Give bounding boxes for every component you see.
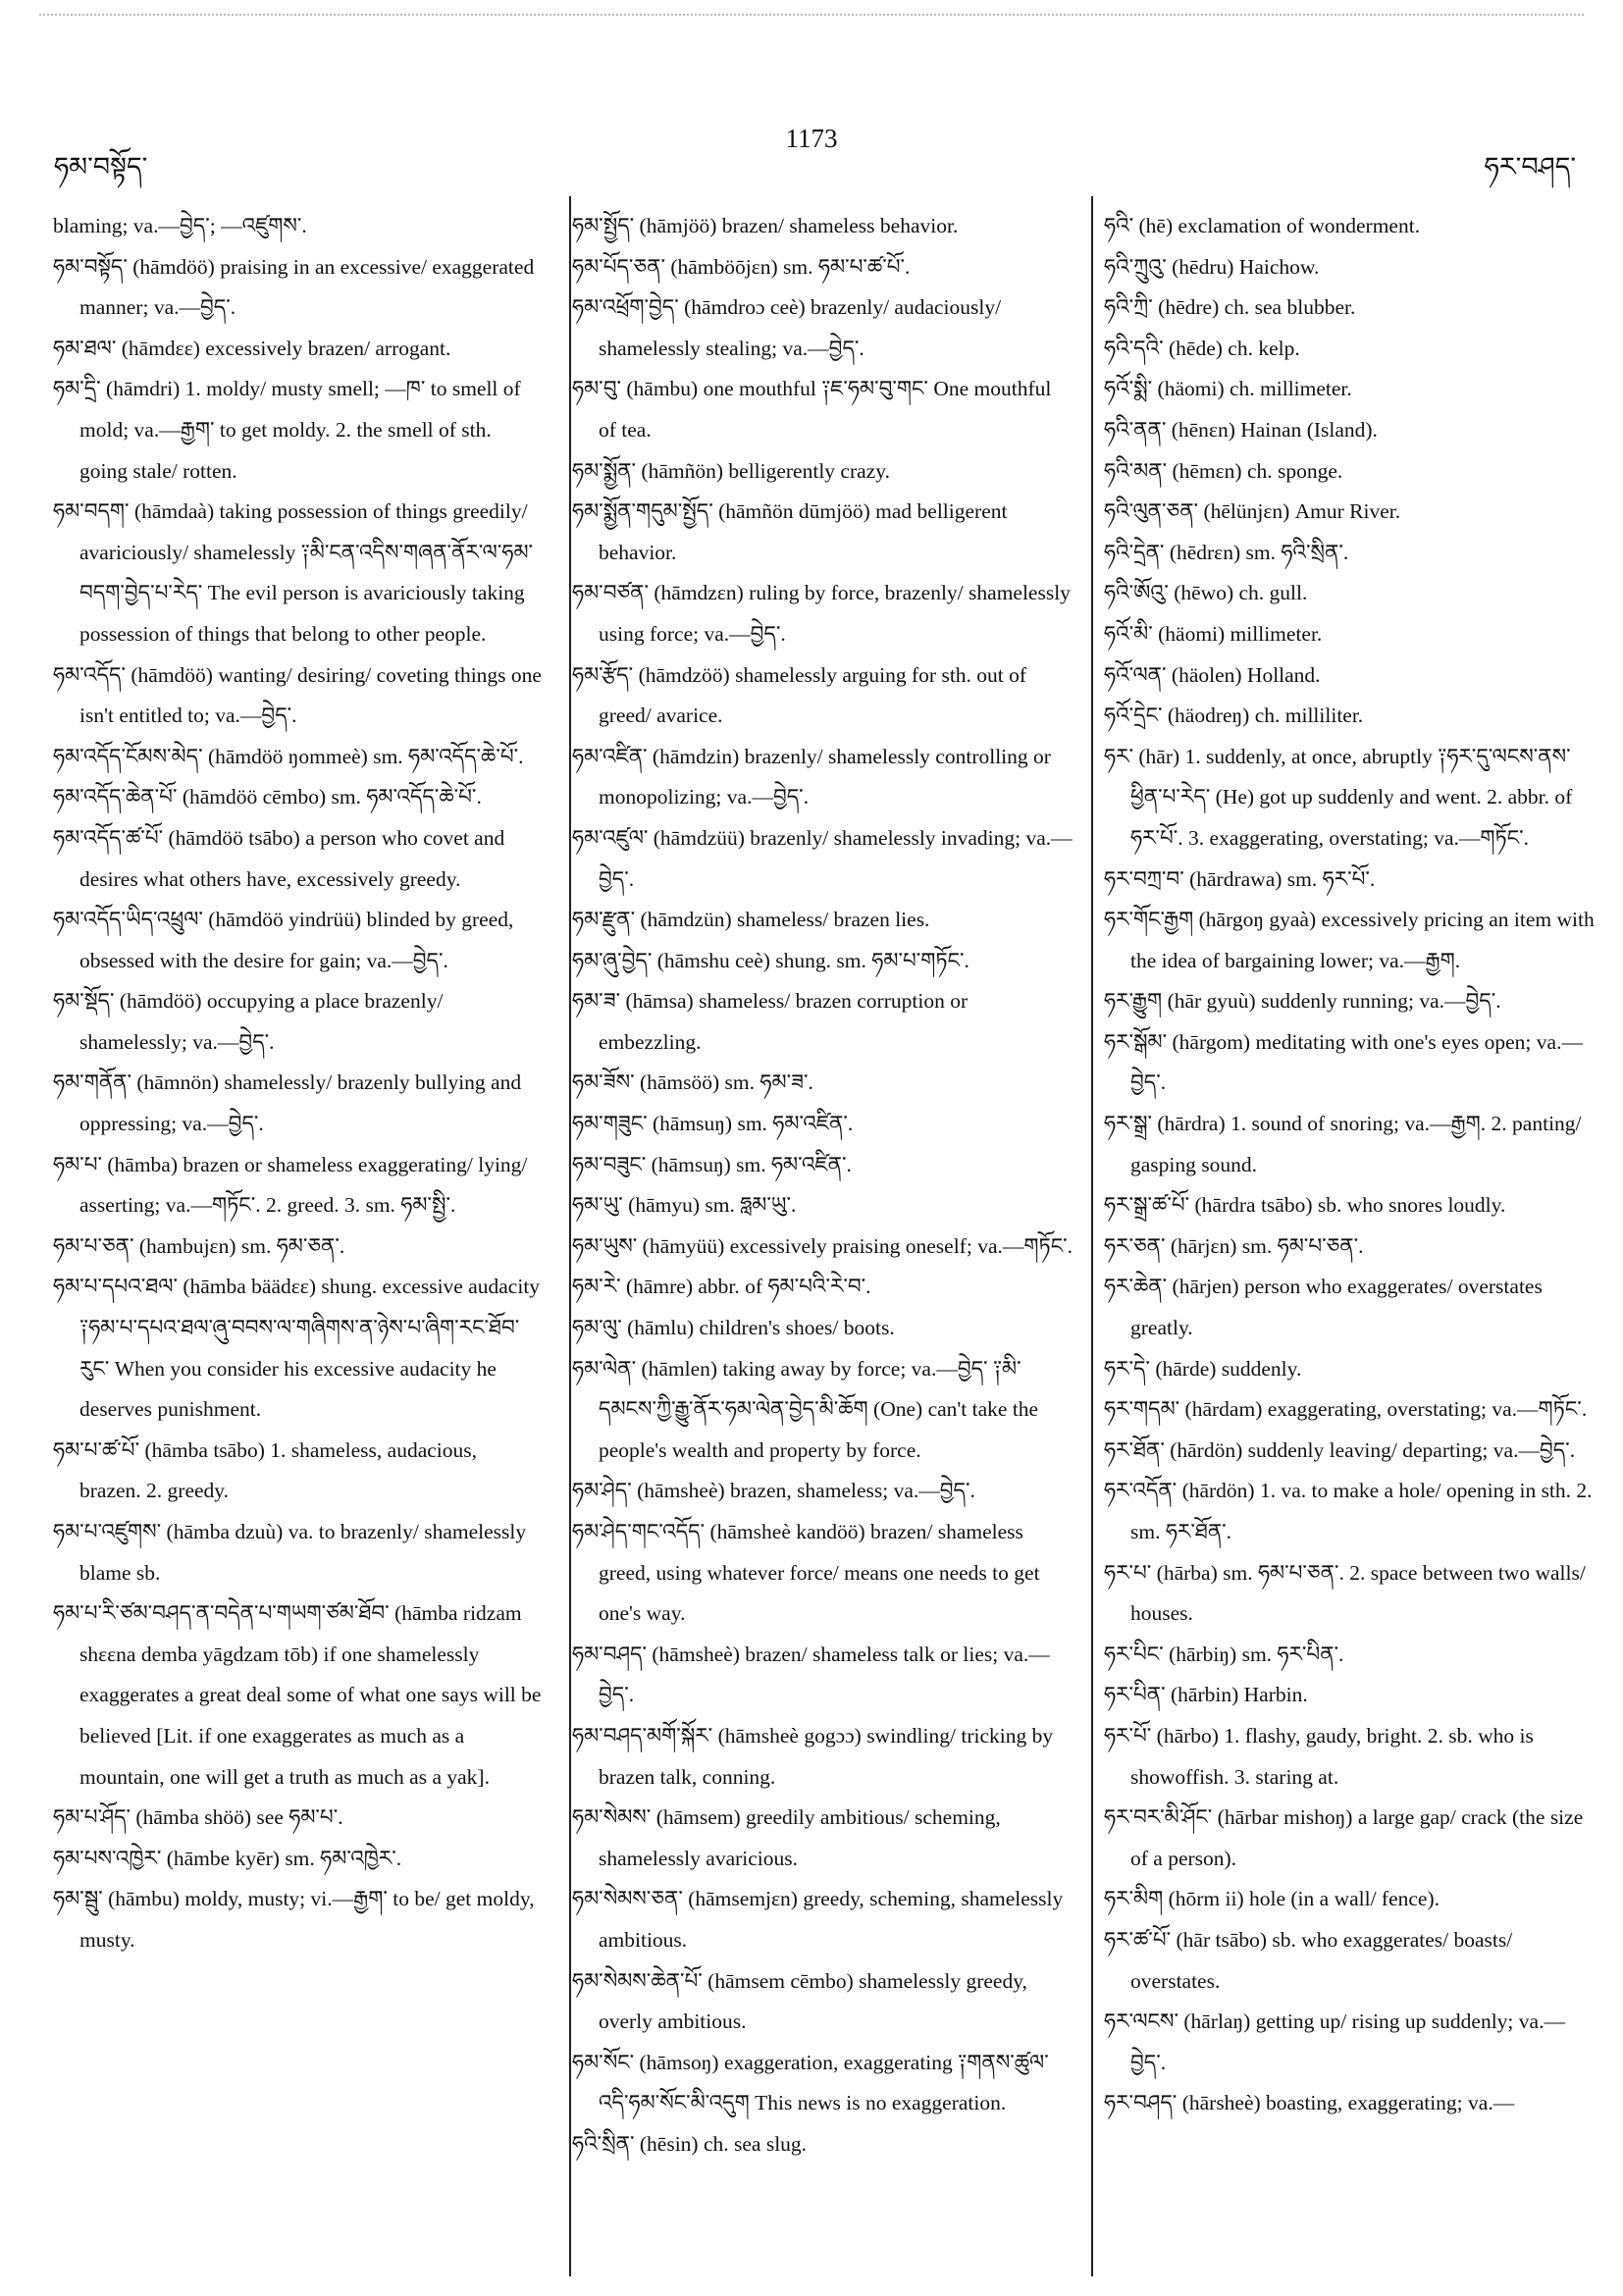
dictionary-entry: ཧར་སྒྲ་ (hārdra) 1. sound of snoring; va.—རྒྱག. 2. panting/ gasping sound.	[1104, 1112, 1582, 1176]
dictionary-entry: ཧམ་བཙན་ (hāmdzεn) ruling by force, brazenly/ shamelessly using force; va.—བྱེད་.	[572, 581, 1071, 646]
dictionary-entry: ཧམ་རྫུན་ (hāmdzün) shameless/ brazen lies.	[572, 908, 930, 932]
dictionary-entry: ཧམ་སྨྱོན་གདུམ་སྤྱོད་ (hāmñön dūmjöö) mad belligerent behavior.	[572, 499, 1008, 564]
dictionary-entry: ཧམ་པ་ཤོད་ (hāmba shöö) see ཧམ་པ་.	[53, 1805, 343, 1830]
dictionary-entry: ཧར་རྒྱུག (hār gyuù) suddenly running; va.—བྱེད་.	[1104, 989, 1501, 1014]
dictionary-entry: ཧའི་ཀྲི་ (hēdre) ch. sea blubber.	[1104, 295, 1356, 320]
page-number: 1173	[785, 124, 838, 153]
dictionary-entry: ཧར་པ་ (hārba) sm. ཧམ་པ་ཅན་. 2. space between two walls/ houses.	[1104, 1560, 1586, 1626]
dictionary-column-3	[1104, 206, 1599, 2124]
dictionary-entry: ཧམ་ཟོས་ (hāmsöö) sm. ཧམ་ཟ་.	[572, 1070, 813, 1095]
dictionary-column-2	[572, 206, 1073, 2166]
dictionary-entry: ཧའི་སྲིན་ (hēsin) ch. sea slug.	[572, 2131, 808, 2156]
page-header	[0, 124, 1623, 183]
dictionary-entry: ཧམ་འཕྲོག་བྱེད་ (hāmdroɔ ceè) brazenly/ audaciously/ shamelessly stealing; va.—བྱེད་.	[572, 295, 1002, 360]
dictionary-entry: ཧམ་སྦུ་ (hāmbu) moldy, musty; vi.—རྒྱག་ to be/ get moldy, musty.	[53, 1887, 535, 1952]
dictionary-entry: ཧར་ལངས་ (hārlaŋ) getting up/ rising up suddenly; va.—བྱེད་.	[1104, 2009, 1565, 2074]
dictionary-entry: ཧམ་བཤད་ (hāmsheè) brazen/ shameless talk or lies; va.—བྱེད་.	[572, 1642, 1050, 1707]
column-divider	[569, 196, 571, 2276]
dictionary-entry: ཧའོ་དྲེང་ (häodreŋ) ch. milliliter.	[1104, 704, 1364, 728]
dictionary-entry: ཧམ་སྨྱོན་ (hāmñön) belligerently crazy.	[572, 458, 890, 483]
dictionary-entry: ཧར་བཤད་ (hārsheè) boasting, exaggerating; va.—	[1104, 2091, 1515, 2115]
dictionary-entry: ཧམ་སྤྱོད་ (hāmjöö) brazen/ shameless behavior.	[572, 214, 959, 237]
left-guide-word: ཧམ་བསྟོད་	[54, 152, 148, 182]
dictionary-entry: ཧམ་པ་ཚ་པོ་ (hāmba tsābo) 1. shameless, audacious, brazen. 2. greedy.	[53, 1437, 478, 1503]
scan-top-edge	[39, 14, 1584, 16]
dictionary-entry: ཧར་སྒྲ་ཚ་པོ་ (hārdra tsābo) sb. who snores loudly.	[1104, 1193, 1506, 1218]
dictionary-entry: ཧམ་པ་ (hāmba) brazen or shameless exaggerating/ lying/ asserting; va.—གཏོང་. 2. greed. 3. sm. ཧམ་སྤྱི་.	[53, 1152, 528, 1218]
dictionary-entry: ཧར་མིག (hōrm ii) hole (in a wall/ fence).	[1104, 1887, 1440, 1911]
dictionary-entry: ཧའི་ (hē) exclamation of wonderment.	[1104, 214, 1421, 237]
dictionary-entry: ཧམ་པ་འཛུགས་ (hāmba dzuù) va. to brazenly/ shamelessly blame sb.	[53, 1520, 527, 1585]
dictionary-entry: ཧའི་ནན་ (hēnεn) Hainan (Island).	[1104, 417, 1378, 442]
dictionary-entry: ཧམ་བསྟོད་ (hāmdöö) praising in an excessive/ exaggerated manner; va.—བྱེད་.	[53, 254, 535, 320]
dictionary-entry: ཧམ་འདོད་ཆེན་པོ་ (hāmdöö cēmbo) sm. ཧམ་འདོད་ཆེ་པོ་.	[53, 785, 482, 809]
dictionary-entry: ཧམ་བཟུང་ (hāmsuŋ) sm. ཧམ་འཛིན་.	[572, 1152, 852, 1176]
dictionary-entry: ཧམ་གནོན་ (hāmnön) shamelessly/ brazenly bullying and oppressing; va.—བྱེད་.	[53, 1070, 522, 1136]
dictionary-entry: ཧམ་པས་འཁྱེར་ (hāmbe kyēr) sm. ཧམ་འཁྱེར་.	[53, 1846, 402, 1870]
dictionary-entry: ཧའོ་མི་ (häomi) millimeter.	[1104, 621, 1323, 646]
dictionary-entry: ཧམ་ཟ་ (hāmsa) shameless/ brazen corruption or embezzling.	[572, 989, 969, 1054]
dictionary-entry: ཧམ་རེ་ (hāmre) abbr. of ཧམ་པའི་རེ་བ་.	[572, 1275, 871, 1299]
dictionary-entry: ཧར་འདོན་ (hārdön) 1. va. to make a hole/ opening in sth. 2. sm. ཧར་ཐོན་.	[1104, 1479, 1593, 1543]
dictionary-entry: ཧའི་དྲེན་ (hēdrεn) sm. ཧའི་སྲིན་.	[1104, 540, 1349, 564]
dictionary-entry: ཧམ་རྩོད་ (hāmdzöö) shamelessly arguing for sth. out of greed/ avarice.	[572, 662, 1027, 728]
dictionary-entry: ཧམ་སྡོད་ (hāmdöö) occupying a place brazenly/ shamelessly; va.—བྱེད་.	[53, 989, 444, 1054]
dictionary-entry: ཧའོ་ལན་ (häolen) Holland.	[1104, 662, 1321, 687]
dictionary-entry: ཧར་པིན་ (hārbin) Harbin.	[1104, 1683, 1308, 1707]
dictionary-entry: ཧམ་ལེན་ (hāmlen) taking away by force; va.—བྱེད་ ༑མི་དམངས་ཀྱི་རྒྱུ་ནོར་ཧམ་ལེན་བྱེད་མི་ཆོག (One) can't take the people's wealth and property by force.	[572, 1356, 1039, 1462]
dictionary-entry: ཧམ་པ་ཅན་ (hambujεn) sm. ཧམ་ཅན་.	[53, 1233, 345, 1258]
dictionary-entry: ཧམ་ཞུ་བྱེད་ (hāmshu ceè) shung. sm. ཧམ་པ་གཏོང་.	[572, 948, 969, 972]
column-divider	[1091, 196, 1093, 2276]
dictionary-entry: ཧའི་ཀྲུའུ་ (hēdru) Haichow.	[1104, 254, 1320, 279]
dictionary-entry: ཧམ་བཤད་མགོ་སྐོར་ (hāmsheè gogɔɔ) swindling/ tricking by brazen talk, conning.	[572, 1723, 1054, 1789]
dictionary-entry: ཧའོ་སྨི་ (häomi) ch. millimeter.	[1104, 377, 1352, 401]
dictionary-entry: ཧར་ཅན་ (hārjεn) sm. ཧམ་པ་ཅན་.	[1104, 1233, 1364, 1258]
dictionary-entry: ཧམ་ཡུས་ (hāmyüü) excessively praising oneself; va.—གཏོང་.	[572, 1233, 1073, 1258]
dictionary-entry: ཧམ་པ་དཔའ་ཐལ་ (hāmba bäädεε) shung. excessive audacity ༑ཧམ་པ་དཔའ་ཐལ་ཞུ་བབས་ལ་གཞིགས་ན་ཉེས་པ་ཞིག་རང་ཐོབ་རུང་ When you consider his excessive audacity he deserves punishment.	[53, 1275, 541, 1422]
right-guide-word: ཧར་བཤད་	[1484, 152, 1576, 182]
dictionary-entry: ཧམ་སེམས་ཆེན་པོ་ (hāmsem cēmbo) shamelessly greedy, overly ambitious.	[572, 1968, 1027, 2034]
dictionary-entry: ཧམ་བུ་ (hāmbu) one mouthful ༑ཇ་ཧམ་བུ་གང་ One mouthful of tea.	[572, 377, 1052, 442]
dictionary-entry: ཧར་བཀྲ་བ་ (hārdrawa) sm. ཧར་པོ་.	[1104, 866, 1376, 891]
dictionary-entry: ཧམ་འདོད་ (hāmdöö) wanting/ desiring/ coveting things one isn't entitled to; va.—བྱེད་.	[53, 662, 542, 728]
dictionary-entry: ཧམ་ཤེད་གང་འདོད་ (hāmsheè kandöö) brazen/ shameless greed, using whatever force/ means one needs to get one's way.	[572, 1520, 1040, 1626]
dictionary-entry: ཧམ་ཤེད་ (hāmsheè) brazen, shameless; va.—བྱེད་.	[572, 1479, 975, 1503]
dictionary-entry: ཧམ་འདོད་ངོམས་མེད་ (hāmdöö ŋommeè) sm. ཧམ་འདོད་ཆེ་པོ་.	[53, 744, 524, 768]
dictionary-entry: ཧར་གདམ་ (hārdam) exaggerating, overstating; va.—གཏོང་.	[1104, 1397, 1588, 1422]
dictionary-entry: ཧམ་པོད་ཅན་ (hāmböōjεn) sm. ཧམ་པ་ཚ་པོ་.	[572, 254, 911, 279]
dictionary-entry: ཧམ་སེམས་ཅན་ (hāmsemjεn) greedy, scheming, shamelessly ambitious.	[572, 1887, 1064, 1952]
dictionary-entry: ཧར་ཐོན་ (hārdön) suddenly leaving/ departing; va.—བྱེད་.	[1104, 1437, 1576, 1462]
dictionary-entry: ཧམ་སེམས་ (hāmsem) greedily ambitious/ scheming, shamelessly avaricious.	[572, 1805, 1001, 1870]
dictionary-entry: ཧར་དེ་ (hārde) suddenly.	[1104, 1356, 1302, 1381]
dictionary-entry: ཧམ་འཛིན་ (hāmdzin) brazenly/ shamelessly controlling or monopolizing; va.—བྱེད་.	[572, 744, 1051, 809]
dictionary-entry: ཧའི་ཨོའུ་ (hēwo) ch. gull.	[1104, 581, 1308, 605]
dictionary-entry: ཧམ་པ་རི་ཙམ་བཤད་ན་བདེན་པ་གཡག་ཙམ་ཐོབ་ (hāmba ridzam shεεna demba yāgdzam tōb) if one shamelessly exaggerates a great deal some of what one says will be believed [Lit. if one exaggerates as much as a mountain, one will get a truth as much as a yak].	[53, 1601, 542, 1789]
dictionary-entry: ཧར་ཆེན་ (hārjen) person who exaggerates/ overstates greatly.	[1104, 1275, 1543, 1340]
dictionary-entry: ཧའི་ལུན་ཅན་ (hēlünjεn) Amur River.	[1104, 499, 1401, 524]
dictionary-entry: ཧམ་ཡུ་ (hāmyu) sm. ཧླམ་ཡུ་.	[572, 1193, 797, 1218]
dictionary-entry: ཧར་སྒོམ་ (hārgom) meditating with one's eyes open; va.—བྱེད་.	[1104, 1029, 1583, 1095]
dictionary-entry: ཧར་གོང་རྒྱག (hārgoŋ gyaà) excessively pricing an item with the idea of bargaining lower; va.—རྒྱག.	[1104, 908, 1595, 972]
dictionary-entry: ཧམ་འདོད་ཚ་པོ་ (hāmdöö tsābo) a person who covet and desires what others have, excessively greedy.	[53, 825, 505, 891]
dictionary-entry: ཧམ་གཟུང་ (hāmsuŋ) sm. ཧམ་འཛིན་.	[572, 1112, 854, 1136]
dictionary-entry: ཧམ་དྲི་ (hāmdri) 1. moldy/ musty smell; —ཁ་ to smell of mold; va.—རྒྱག་ to get moldy. 2. the smell of sth. going stale/ rotten.	[53, 377, 521, 483]
dictionary-column-1	[53, 206, 544, 1961]
dictionary-entry: ཧའི་དའི་ (hēde) ch. kelp.	[1104, 336, 1300, 360]
dictionary-entry: ཧམ་འདོད་ཡིད་འཕྲུལ་ (hāmdöö yindrüü) blinded by greed, obsessed with the desire for gain; va.—བྱེད་.	[53, 908, 514, 972]
dictionary-entry: ཧར་ཚ་པོ་ (hār tsābo) sb. who exaggerates/ boasts/ overstates.	[1104, 1927, 1513, 1993]
dictionary-entry: ཧམ་ལུ་ (hāmlu) children's shoes/ boots.	[572, 1316, 895, 1340]
dictionary-entry: ཧར་བར་མི་ཤོང་ (hārbar mishoŋ) a large gap/ crack (the size of a person).	[1104, 1805, 1584, 1870]
dictionary-entry: ཧར་ (hār) 1. suddenly, at once, abruptly ༑ཧར་དུ་ལངས་ནས་ཕྱིན་པ་རེད་ (He) got up suddenly and went. 2. abbr. of ཧར་པོ་. 3. exaggerating, overstating; va.—གཏོང་.	[1104, 744, 1573, 850]
dictionary-entry: ཧར་པོ་ (hārbo) 1. flashy, gaudy, bright. 2. sb. who is showoffish. 3. staring at.	[1104, 1723, 1534, 1789]
dictionary-entry: ཧམ་ཐལ་ (hāmdεε) excessively brazen/ arrogant.	[53, 336, 451, 360]
dictionary-entry: ཧམ་བདག་ (hāmdaà) taking possession of things greedily/ avariciously/ shamelessly ༑མི་ངན་འདིས་གཞན་ནོར་ལ་ཧམ་བདག་བྱེད་པ་རེད་ The evil person is avariciously taking possession of things that belong to other people.	[53, 499, 534, 646]
dictionary-entry: ཧའི་མན་ (hēmεn) ch. sponge.	[1104, 458, 1343, 483]
dictionary-entry: ཧམ་འཛུལ་ (hāmdzüü) brazenly/ shamelessly invading; va.—བྱེད་.	[572, 825, 1073, 891]
dictionary-entry: blaming; va.—བྱེད་; —འཛུགས་.	[53, 214, 307, 237]
dictionary-entry: ཧམ་སོང་ (hāmsoŋ) exaggeration, exaggerating ༑གནས་ཚུལ་འདི་ཧམ་སོང་མི་འདུག This news is no exaggeration.	[572, 2050, 1049, 2115]
dictionary-entry: ཧར་པིང་ (hārbiŋ) sm. ཧར་པིན་.	[1104, 1642, 1344, 1666]
